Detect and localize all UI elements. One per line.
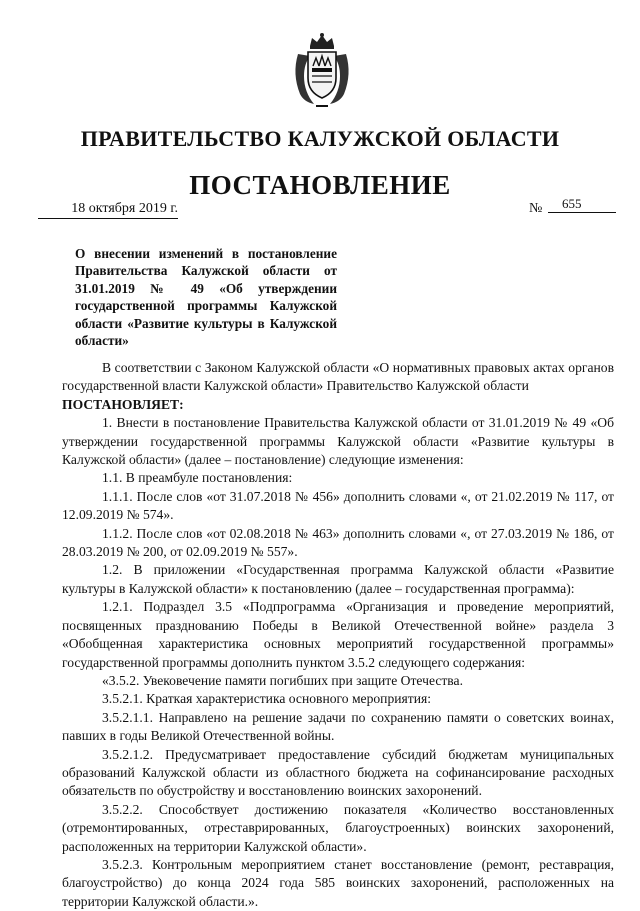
clause-3-5-2-1-2: 3.5.2.1.2. Предусматривает предоставление субсидий бюджетам муниципальных образований Калужской области из областного бюджета на софинансирование расходных обязательств по обустройству и восстановлению воинских захоронений. <box>62 746 614 799</box>
clause-1-1-2: 1.1.2. После слов «от 02.08.2018 № 463» дополнить словами «, от 27.03.2019 № 186, от 28.03.2019 № 200, от 02.09.2019 № 557». <box>62 525 614 560</box>
coat-of-arms-icon <box>290 32 354 108</box>
decree-subject: О внесении изменений в постановление Правительства Калужской области от 31.01.2019 № 49 «Об утверждении государственной программы Калужской области «Развитие культуры в Калужской области» <box>75 246 337 349</box>
decree-number: 655 <box>548 196 616 213</box>
government-title: ПРАВИТЕЛЬСТВО КАЛУЖСКОЙ ОБЛАСТИ <box>80 126 560 151</box>
clause-3-5-2: «3.5.2. Увековечение памяти погибших при защите Отечества. <box>102 672 463 688</box>
decree-body <box>62 359 614 911</box>
clause-1: 1. Внести в постановление Правительства Калужской области от 31.01.2019 № 49 «Об утверждении государственной программы Калужской области «Развитие культуры в Калужской области» (далее – постановление) следующие изменения: <box>62 415 614 468</box>
clause-3-5-2-1: 3.5.2.1. Краткая характеристика основного мероприятия: <box>102 691 432 707</box>
clause-1-2-1: 1.2.1. Подраздел 3.5 «Подпрограмма «Организация и проведение мероприятий, посвященных празднованию Победы в Великой Отечественной войне» раздела 3 «Обобщенная характеристика основных мероприятий государственной программы» государственной программы дополнить пунктом 3.5.2 следующего содержания: <box>62 599 614 670</box>
clause-1-1-1: 1.1.1. После слов «от 31.07.2018 № 456» дополнить словами «, от 21.02.2019 № 117, от 12.09.2019 № 574». <box>62 488 614 523</box>
clause-1-2: 1.2. В приложении «Государственная программа Калужской области «Развитие культуры в Калужской области» к постановлению (далее – государственная программа): <box>62 562 614 596</box>
decree-date: 18 октября 2019 г. <box>38 201 178 219</box>
clause-3-5-2-2: 3.5.2.2. Способствует достижению показателя «Количество восстановленных (отремонтированных, отреставрированных, благоустроенных) воинских захоронений, расположенных на территории Калужской области». <box>62 801 614 854</box>
number-label: № <box>529 201 543 216</box>
clause-3-5-2-1-1: 3.5.2.1.1. Направлено на решение задачи по сохранению памяти о советских воинах, павших в годы Великой Отечественной войны. <box>62 709 614 744</box>
clause-1-1: 1.1. В преамбуле постановления: <box>102 470 293 486</box>
resolves-heading: ПОСТАНОВЛЯЕТ: <box>62 396 184 412</box>
document-type: ПОСТАНОВЛЕНИЕ <box>189 170 451 200</box>
clause-3-5-2-3: 3.5.2.3. Контрольным мероприятием станет восстановление (ремонт, реставрация, благоустройство) до конца 2024 года 585 воинских захоронений, расположенных на территории Калужской области.». <box>62 856 614 909</box>
preamble-paragraph: В соответствии с Законом Калужской области «О нормативных правовых актах органов государственной власти Калужской области» Правительство Калужской области <box>62 360 614 394</box>
